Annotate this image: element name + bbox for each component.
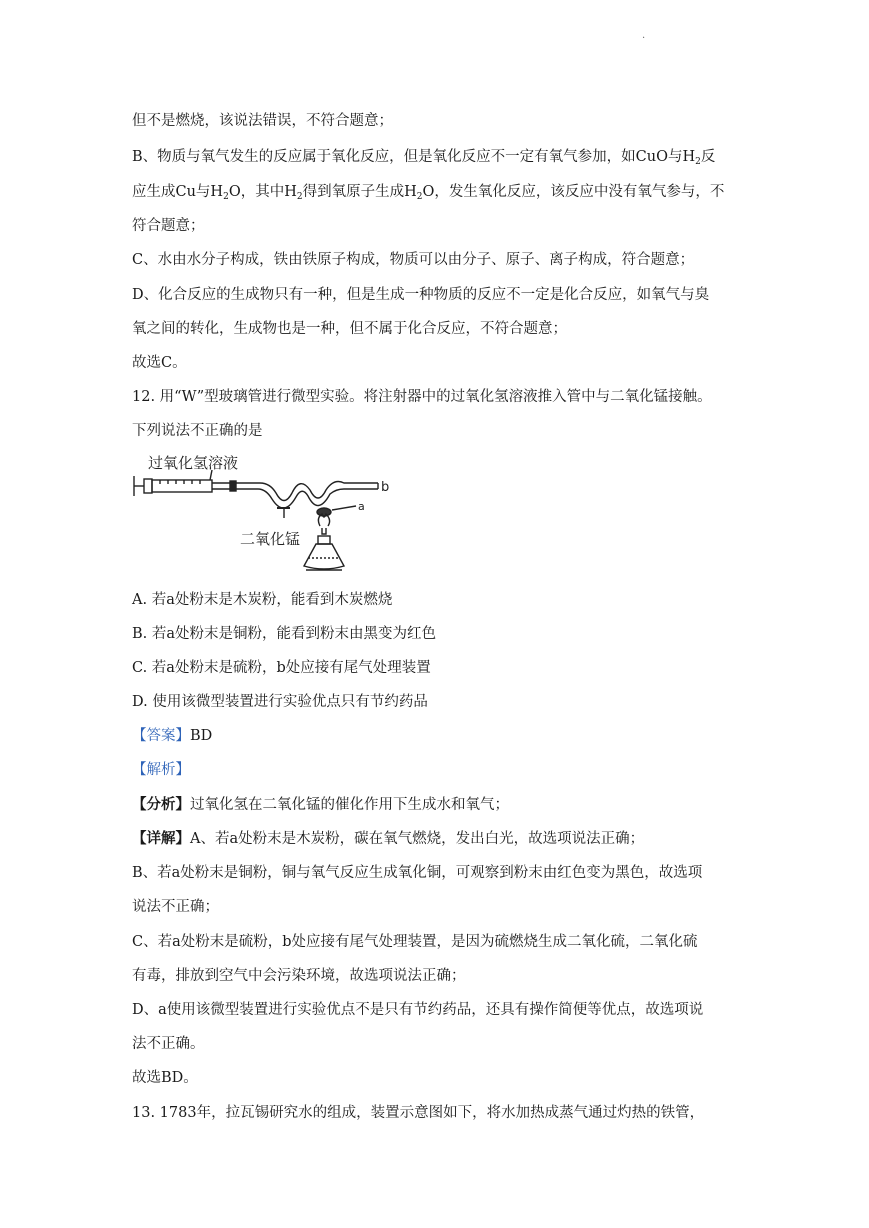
text-line: 氧之间的转化，生成物也是一种，但不属于化合反应，不符合题意； (132, 321, 567, 337)
text-span: O，发生氧化反应，该反应中没有氧气参与，不 (422, 184, 725, 200)
text-line (132, 147, 742, 172)
label-h2o2: 过氧化氢溶液 (148, 454, 239, 472)
text-line: C、水由水分子构成，铁由铁原子构成，物质可以由分子、原子、离子构成，符合题意； (132, 252, 695, 268)
answer-line (132, 726, 742, 746)
syringe-barrel (152, 480, 212, 492)
analysis-tag: 【解析】 (132, 762, 190, 778)
option-a: A. 若a处粉末是木炭粉，能看到木炭燃烧 (132, 592, 393, 608)
w-tube-apparatus-figure (130, 448, 390, 580)
lamp-cap (318, 536, 330, 544)
label-b: b (381, 480, 390, 495)
xiangjie-line (132, 829, 742, 849)
text-span: B、物质与氧气发生的反应属于氧化反应，但是氧化反应不一定有氧气参加，如CuO与H (132, 149, 696, 165)
question-12-stem: 12. 用“W”型玻璃管进行微型实验。将注射器中的过氧化氢溶液推入管中与二氧化锰接触。 (132, 389, 712, 405)
analysis-line (132, 760, 742, 780)
header-dot: . (642, 30, 646, 41)
fenxi-tag: 【分析】 (132, 796, 190, 813)
subscript: 2 (695, 157, 701, 167)
syringe-plunger-head (144, 479, 152, 493)
text-span: 反 (700, 149, 716, 165)
w-tube-upper-wall (236, 482, 378, 501)
w-tube-lower-wall (236, 489, 378, 508)
subscript: 2 (296, 192, 303, 202)
syringe-nozzle (230, 481, 236, 491)
text-line: 故选BD。 (132, 1070, 198, 1086)
text-line (132, 182, 742, 207)
answer-value: BD (190, 728, 213, 744)
question-13-stem: 13. 1783年，拉瓦锡研究水的组成，装置示意图如下，将水加热成蒸气通过灼热的铁管， (132, 1105, 705, 1121)
text-line: D、a使用该微型装置进行实验优点不是只有节约药品，还具有操作简便等优点，故选项说 (132, 1002, 704, 1018)
text-line: 但不是燃烧，该说法错误，不符合题意； (132, 113, 393, 129)
label-a: a (358, 500, 365, 513)
text-line: 符合题意； (132, 218, 205, 234)
text-span: 应生成Cu与H (132, 184, 224, 200)
fenxi-text: 过氧化氢在二氧化锰的催化作用下生成水和氧气； (190, 797, 509, 813)
text-line: 有毒，排放到空气中会污染环境，故选项说法正确； (132, 968, 466, 984)
text-line: 法不正确。 (132, 1036, 205, 1052)
subscript: 2 (223, 192, 229, 202)
subscript: 2 (416, 192, 423, 202)
text-line: B、若a处粉末是铜粉，铜与氧气反应生成氧化铜，可观察到粉末由红色变为黑色，故选项 (132, 865, 703, 881)
question-12-stem-cont: 下列说法不正确的是 (132, 423, 263, 439)
label-mno2: 二氧化锰 (240, 530, 301, 548)
option-d: D. 使用该微型装置进行实验优点只有节约药品 (132, 694, 428, 710)
option-c: C. 若a处粉末是硫粉，b处应接有尾气处理装置 (132, 660, 431, 676)
text-line: D、化合反应的生成物只有一种，但是生成一种物质的反应不一定是化合反应，如氧气与臭 (132, 287, 710, 303)
answer-tag: 【答案】 (132, 728, 190, 744)
text-span: O，其中H (228, 184, 297, 200)
text-line: C、若a处粉末是硫粉，b处应接有尾气处理装置，是因为硫燃烧生成二氧化硫，二氧化硫 (132, 934, 698, 950)
text-line: 故选C。 (132, 355, 187, 371)
option-b: B. 若a处粉末是铜粉，能看到粉末由黑变为红色 (132, 626, 437, 642)
xiangjie-text: A、若a处粉末是木炭粉，碳在氧气燃烧，发出白光，故选项说法正确； (190, 831, 645, 847)
alcohol-lamp (304, 544, 344, 569)
text-line: 说法不正确； (132, 899, 219, 915)
powder-a (317, 508, 331, 516)
text-span: 得到氧原子生成H (302, 184, 417, 200)
xiangjie-tag: 【详解】 (132, 830, 190, 847)
fenxi-line (132, 795, 742, 815)
label-leader-a (332, 506, 356, 510)
